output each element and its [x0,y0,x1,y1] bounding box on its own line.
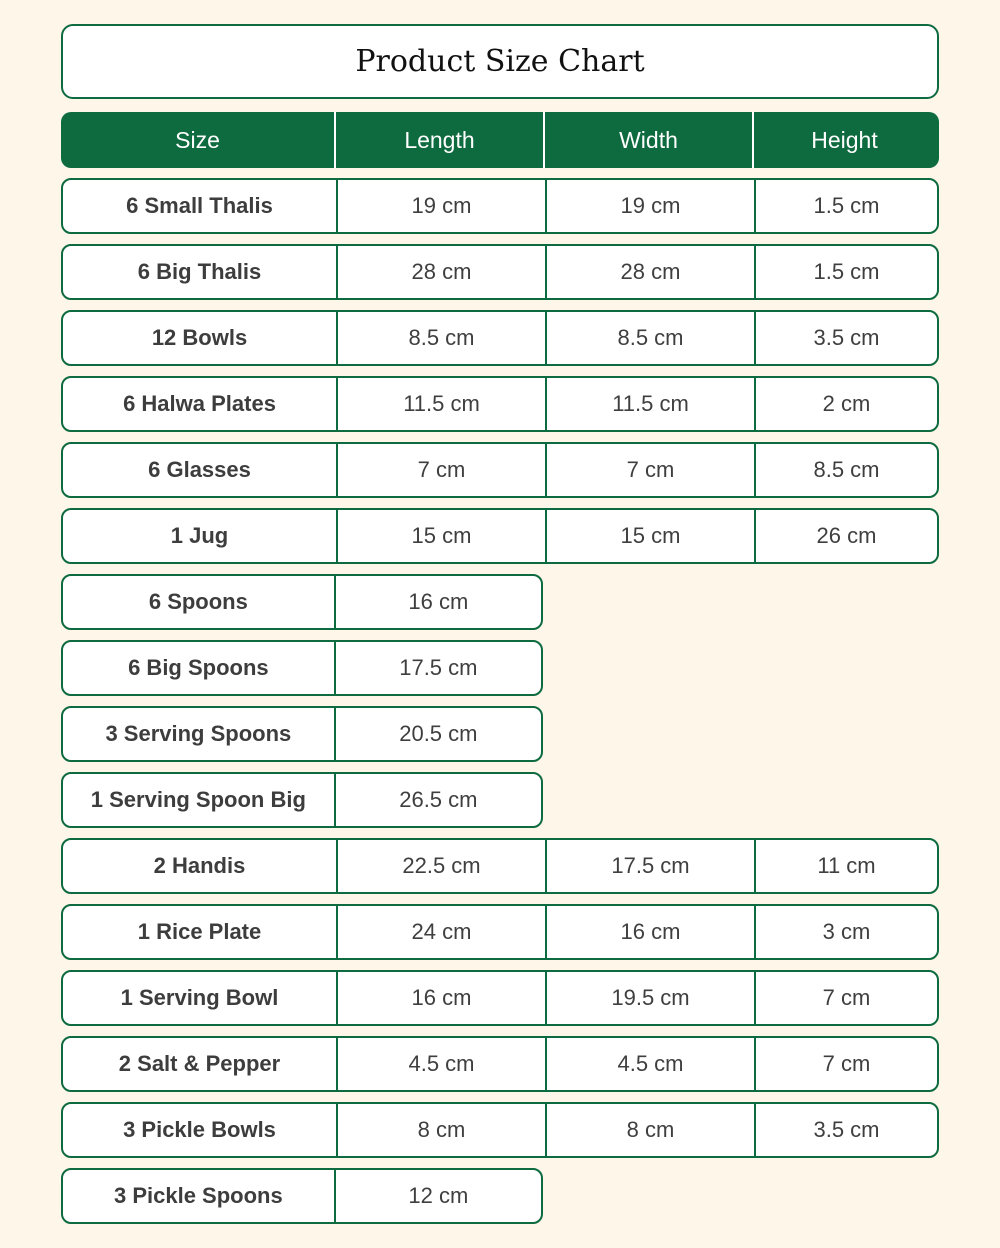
table-row [61,640,543,696]
cell-length: 7 cm [336,444,545,496]
cell-height: 1.5 cm [754,180,937,232]
cell-height: 3.5 cm [754,312,937,364]
cell-size: 6 Big Thalis [137,259,262,284]
cell-size: 6 Big Spoons [128,655,269,680]
cell-length: 16 cm [334,576,541,628]
table-row [61,1168,543,1224]
cell-width: 8.5 cm [545,312,754,364]
table-row [61,772,543,828]
cell-width: 7 cm [545,444,754,496]
cell-width: 19.5 cm [545,972,754,1024]
table-row [61,178,939,234]
header-length: Length [334,112,543,168]
cell-width: 28 cm [545,246,754,298]
cell-width: 8 cm [545,1104,754,1156]
header-width: Width [543,112,752,168]
cell-height: 11 cm [754,840,937,892]
cell-length: 8.5 cm [336,312,545,364]
cell-length: 4.5 cm [336,1038,545,1090]
cell-length: 19 cm [336,180,545,232]
cell-size: 2 Handis [153,853,246,878]
cell-height: 26 cm [754,510,937,562]
cell-size: 3 Serving Spoons [105,721,292,746]
cell-length: 11.5 cm [336,378,545,430]
cell-length: 22.5 cm [336,840,545,892]
cell-length: 24 cm [336,906,545,958]
cell-size: 6 Small Thalis [126,193,273,218]
table-row [61,244,939,300]
page-title: Product Size Chart [61,24,939,99]
table-row [61,970,939,1026]
cell-size: 2 Salt & Pepper [118,1051,281,1076]
cell-length: 16 cm [336,972,545,1024]
header-height: Height [752,112,935,168]
cell-size: 1 Rice Plate [137,919,262,944]
cell-size: 6 Glasses [148,457,251,482]
cell-height: 1.5 cm [754,246,937,298]
table-row [61,1036,939,1092]
cell-size: 6 Halwa Plates [123,391,276,416]
cell-height: 3.5 cm [754,1104,937,1156]
cell-width: 15 cm [545,510,754,562]
cell-width: 16 cm [545,906,754,958]
table-row [61,904,939,960]
cell-length: 8 cm [336,1104,545,1156]
cell-size: 12 Bowls [151,325,248,350]
cell-size: 6 Spoons [148,589,248,614]
table-header [61,112,939,168]
cell-length: 15 cm [336,510,545,562]
cell-length: 26.5 cm [334,774,541,826]
cell-length: 17.5 cm [334,642,541,694]
table-row [61,706,543,762]
table-row [61,442,939,498]
cell-length: 20.5 cm [334,708,541,760]
cell-height: 8.5 cm [754,444,937,496]
table-row [61,574,543,630]
cell-size: 3 Pickle Spoons [113,1183,283,1208]
table-row [61,376,939,432]
cell-size: 1 Serving Spoon Big [90,787,306,812]
cell-height: 3 cm [754,906,937,958]
cell-width: 11.5 cm [545,378,754,430]
table-row [61,508,939,564]
cell-length: 28 cm [336,246,545,298]
cell-length: 12 cm [334,1170,541,1222]
cell-height: 7 cm [754,972,937,1024]
table-row [61,310,939,366]
table-row [61,838,939,894]
table-row [61,1102,939,1158]
cell-height: 2 cm [754,378,937,430]
cell-size: 1 Serving Bowl [120,985,279,1010]
header-size: Size [175,126,220,153]
cell-size: 1 Jug [170,523,229,548]
cell-width: 17.5 cm [545,840,754,892]
cell-height: 7 cm [754,1038,937,1090]
cell-width: 4.5 cm [545,1038,754,1090]
cell-width: 19 cm [545,180,754,232]
cell-size: 3 Pickle Bowls [123,1117,276,1142]
